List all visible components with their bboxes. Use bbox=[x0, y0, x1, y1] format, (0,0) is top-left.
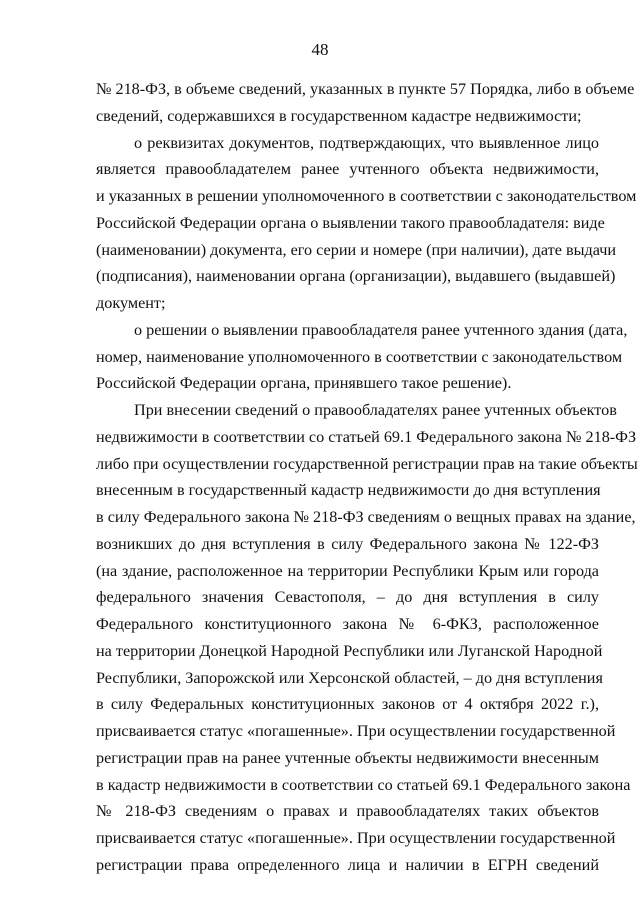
text-line: При внесении сведений о правообладателях ранее учтенных объектов bbox=[134, 401, 617, 419]
text-line: регистрации права определенного лица и наличии в ЕГРН сведений bbox=[96, 855, 599, 874]
text-line: является правообладателем ранее учтенного объекта недвижимости, bbox=[96, 160, 599, 179]
text-line: на территории Донецкой Народной Республики или Луганской Народной bbox=[96, 641, 603, 660]
paragraph bbox=[96, 317, 628, 397]
text-line: внесенным в государственный кадастр недвижимости до дня вступления bbox=[96, 481, 601, 500]
paragraph bbox=[96, 76, 635, 130]
text-line: Российской Федерации органа о выявлении такого правообладателя: виде bbox=[96, 213, 605, 232]
text-line: и указанных в решении уполномоченного в соответствии с законодательством bbox=[96, 187, 637, 205]
text-line: недвижимости в соответствии со статьей 69.1 Федерального закона № 218-ФЗ bbox=[96, 427, 637, 446]
text-line: Республики, Запорожской или Херсонской областей, – до дня вступления bbox=[96, 668, 603, 687]
text-line: о решении о выявлении правообладателя ранее учтенного здания (дата, bbox=[134, 320, 628, 339]
text-line: федерального значения Севастополя, – до дня вступления в силу bbox=[96, 588, 599, 607]
text-line: (на здание, расположенное на территории Республики Крым или города bbox=[96, 561, 599, 580]
document-body bbox=[96, 76, 638, 879]
text-line: возникших до дня вступления в силу Федерального закона № 122-ФЗ bbox=[96, 534, 599, 553]
text-line: сведений, содержавшихся в государственном кадастре недвижимости; bbox=[96, 106, 582, 125]
text-line: присваивается статус «погашенные». При осуществлении государственной bbox=[96, 722, 616, 740]
page-number: 48 bbox=[311, 40, 329, 59]
paragraph bbox=[96, 397, 638, 879]
text-line: (подписания), наименовании органа (организации), выдавшего (выдавшей) bbox=[96, 267, 616, 286]
text-line: в силу Федерального закона № 218-ФЗ сведениям о вещных правах на здание, bbox=[96, 508, 636, 526]
text-line: (наименовании) документа, его серии и номере (при наличии), дате выдачи bbox=[96, 240, 617, 259]
text-line: присваивается статус «погашенные». При осуществлении государственной bbox=[96, 829, 616, 847]
text-line: в кадастр недвижимости в соответствии со статьей 69.1 Федерального закона bbox=[96, 775, 631, 794]
text-line: документ; bbox=[96, 294, 166, 312]
text-line: Федерального конституционного закона № 6-ФКЗ, расположенное bbox=[96, 615, 599, 633]
paragraph bbox=[96, 130, 637, 317]
text-line: № 218-ФЗ, в объеме сведений, указанных в пункте 57 Порядка, либо в объеме bbox=[96, 80, 635, 98]
text-line: в силу Федеральных конституционных законов от 4 октября 2022 г.), bbox=[96, 695, 599, 714]
text-line: либо при осуществлении государственной регистрации прав на такие объекты bbox=[96, 454, 638, 473]
text-line: номер, наименование уполномоченного в соответствии с законодательством bbox=[96, 347, 623, 366]
text-line: Российской Федерации органа, принявшего такое решение). bbox=[96, 374, 512, 393]
text-line: о реквизитах документов, подтверждающих, что выявленное лицо bbox=[134, 133, 599, 152]
text-line: № 218-ФЗ сведениям о правах и правообладателях таких объектов bbox=[96, 802, 599, 821]
text-line: регистрации прав на ранее учтенные объекты недвижимости внесенным bbox=[96, 748, 599, 767]
